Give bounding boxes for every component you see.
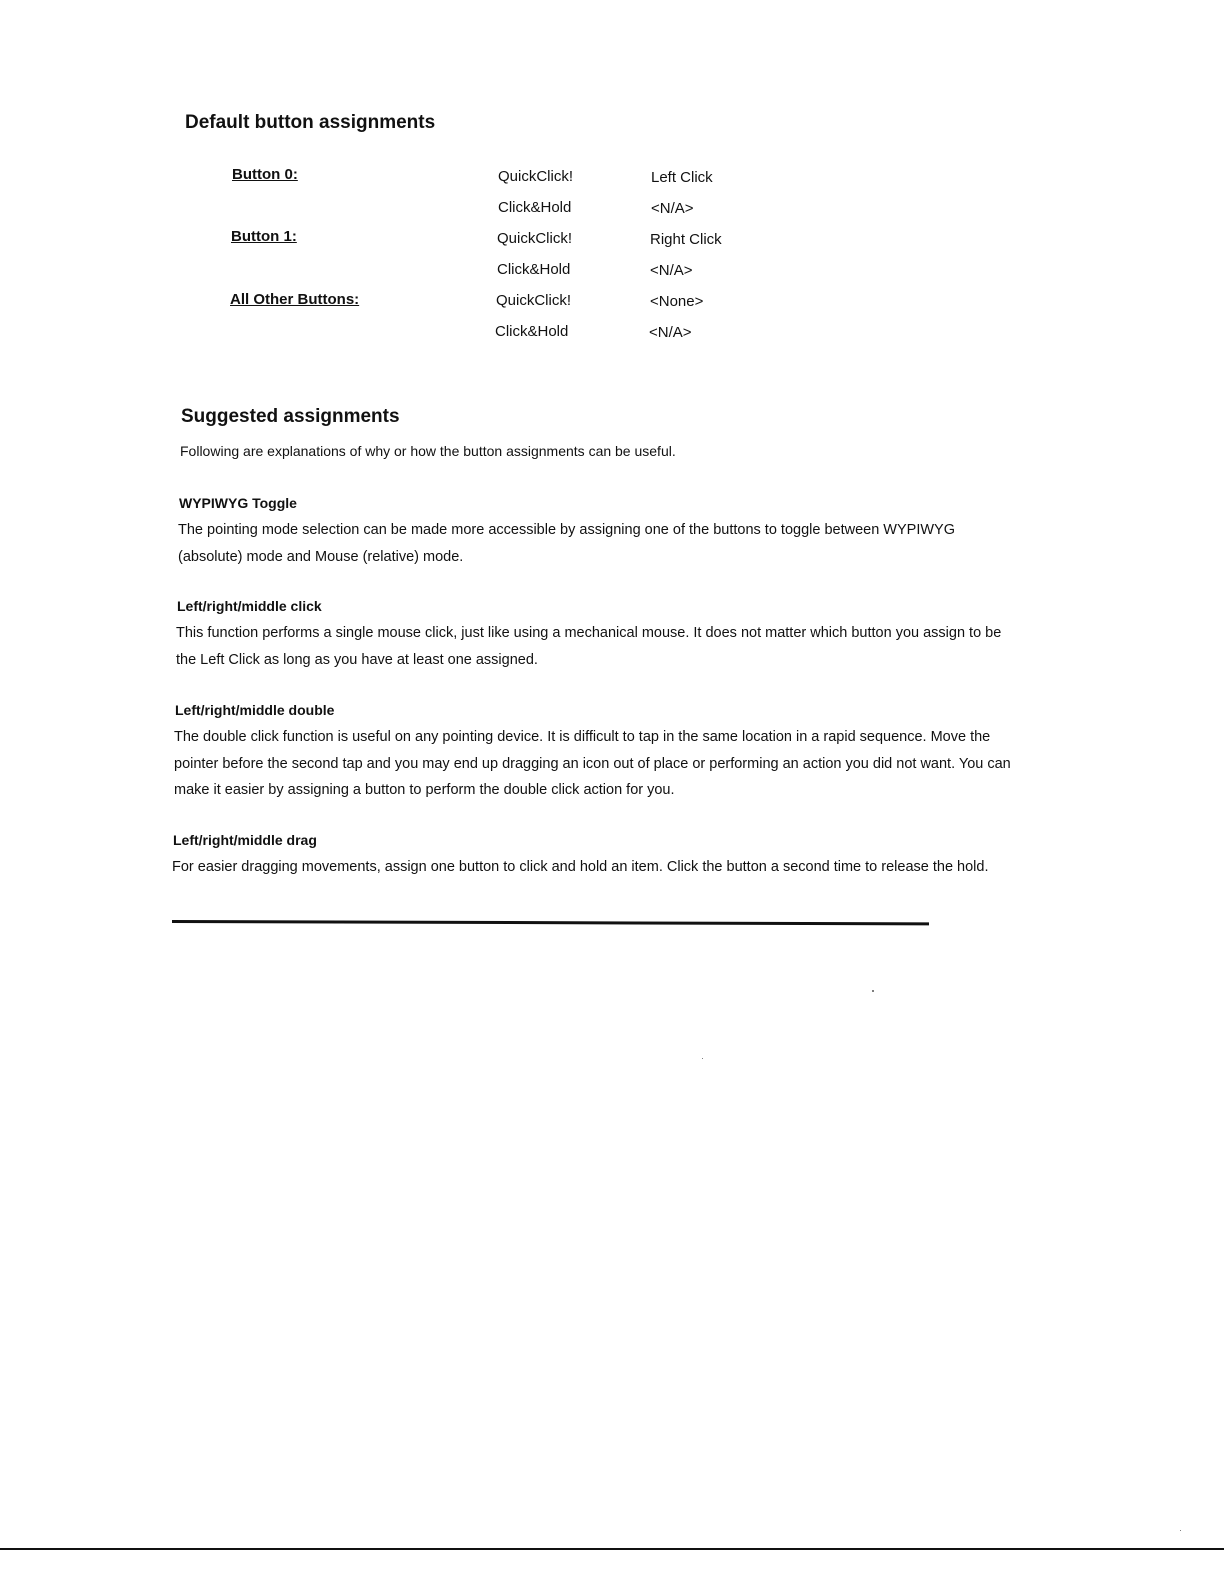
button-1-quickclick-value: Right Click xyxy=(650,231,722,248)
button-0-clickhold-action: Click&Hold xyxy=(498,199,572,216)
suggested-intro: Following are explanations of why or how the button assignments can be useful. xyxy=(180,443,676,459)
button-0-quickclick-action: QuickClick! xyxy=(498,168,574,185)
scan-speck xyxy=(702,1058,703,1059)
other-quickclick-value: <None> xyxy=(650,293,704,310)
button-0-clickhold-value: <N/A> xyxy=(651,200,694,217)
section-divider xyxy=(172,920,929,925)
drag-text: For easier dragging movements, assign one button to click and hold an item. Click the button a second time to release the hold. xyxy=(172,859,989,875)
click-title: Left/right/middle click xyxy=(177,598,322,614)
button-0-quickclick-value: Left Click xyxy=(651,169,713,186)
button-1-quickclick-action: QuickClick! xyxy=(497,230,573,247)
all-other-buttons-label: All Other Buttons: xyxy=(230,291,360,308)
other-clickhold-value: <N/A> xyxy=(649,324,692,341)
button-0-label: Button 0: xyxy=(232,166,298,183)
button-1-clickhold-action: Click&Hold xyxy=(497,261,571,278)
page-bottom-border xyxy=(0,1548,1224,1550)
scan-speck xyxy=(872,990,874,992)
suggested-assignments-heading: Suggested assignments xyxy=(181,406,400,427)
double-title: Left/right/middle double xyxy=(175,702,335,718)
other-quickclick-action: QuickClick! xyxy=(496,292,572,309)
wypiwyg-toggle-title: WYPIWYG Toggle xyxy=(179,495,297,511)
wypiwyg-toggle-text: The pointing mode selection can be made more accessible by assigning one of the buttons to toggle between WYPIWYG (absolute) mode and Mouse (relative) mode. xyxy=(178,522,956,565)
button-1-clickhold-value: <N/A> xyxy=(650,262,693,279)
other-clickhold-action: Click&Hold xyxy=(495,323,569,340)
drag-title: Left/right/middle drag xyxy=(173,832,317,848)
button-1-label: Button 1: xyxy=(231,228,297,245)
scan-speck xyxy=(1180,1530,1181,1531)
click-text: This function performs a single mouse click, just like using a mechanical mouse. It does not matter which button you assign to be the Left Click as long as you have at least one assigned. xyxy=(176,625,1002,668)
default-assignments-heading: Default button assignments xyxy=(185,112,436,133)
double-text: The double click function is useful on any pointing device. It is difficult to tap in the same location in a rapid sequence. Move the pointer before the second tap and you may end up dragging an icon out of place or performing an action you did not want. You can make it easier by assigning a button to perform the double click action for you. xyxy=(174,729,1011,798)
